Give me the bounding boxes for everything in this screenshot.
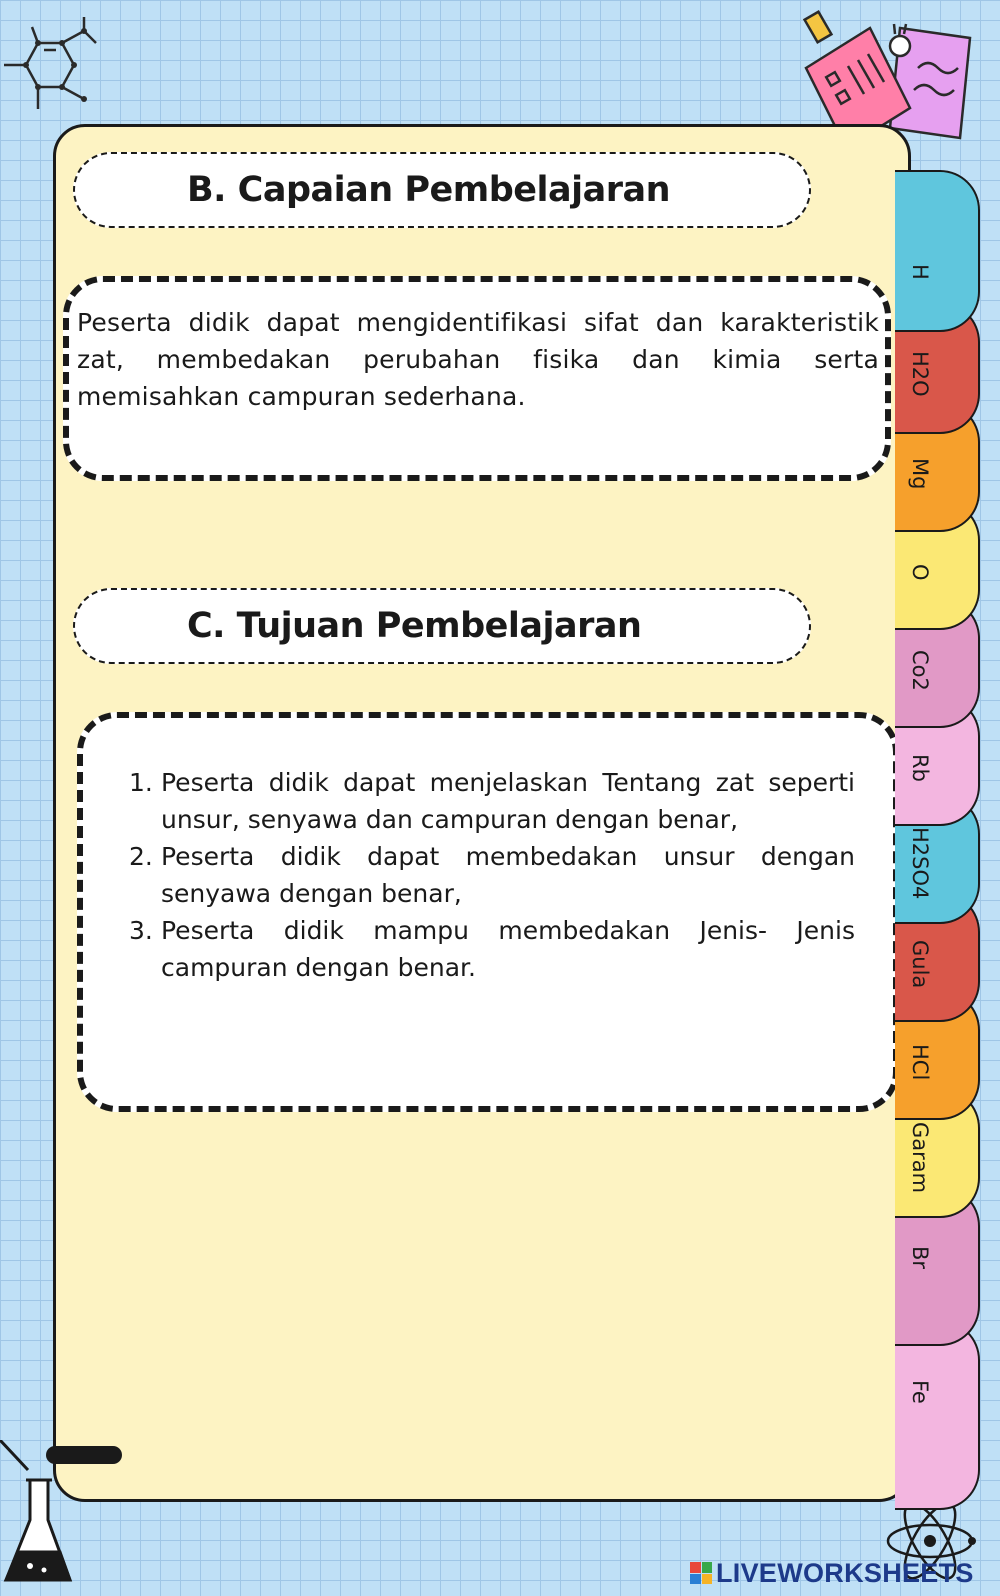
flask-icon [0, 1440, 130, 1596]
tab-fe[interactable] [895, 1320, 980, 1510]
tab-label: H [908, 264, 932, 280]
tab-label: H2SO4 [908, 826, 932, 900]
section-b-text: Peserta didik dapat mengidentifikasi sifat dan karakteristik zat, membedakan perubahan fisika dan kimia serta memisahkan campuran sederhana. [77, 308, 879, 411]
goal-item [129, 764, 855, 838]
goal-number: 3. [129, 916, 153, 945]
goal-text: Peserta didik mampu membedakan Jenis- Jenis campuran dengan benar. [161, 916, 855, 982]
section-b-box [63, 276, 891, 481]
watermark-text: LIVEWORKSHEETS [716, 1557, 974, 1588]
goal-item [129, 912, 855, 986]
tab-label: O [908, 563, 932, 581]
tab-label: Co2 [908, 649, 932, 691]
tab-label: Gula [908, 939, 932, 989]
section-b-heading [73, 152, 811, 228]
section-c-box [77, 712, 899, 1112]
tab-label: Rb [908, 754, 932, 782]
goal-text: Peserta didik dapat membedakan unsur dengan senyawa dengan benar, [161, 842, 855, 908]
goal-text: Peserta didik dapat menjelaskan Tentang zat seperti unsur, senyawa dan campuran dengan benar, [161, 768, 855, 834]
tab-label: Fe [908, 1380, 932, 1404]
section-c-heading [73, 588, 811, 664]
molecule-icon [0, 15, 110, 125]
tab-label: H2O [908, 351, 932, 397]
tab-label: HCl [908, 1043, 932, 1081]
tab-h[interactable] [895, 170, 980, 332]
goal-number: 1. [129, 768, 153, 797]
tab-label: Mg [908, 458, 932, 490]
tab-label: Br [908, 1246, 932, 1270]
goals-list [129, 764, 855, 986]
element-tabs [895, 170, 980, 1510]
goal-number: 2. [129, 842, 153, 871]
section-b-title: B. Capaian Pembelajaran [187, 170, 671, 210]
section-c-title: C. Tujuan Pembelajaran [187, 606, 642, 646]
goal-item [129, 838, 855, 912]
liveworksheets-logo-icon [690, 1562, 712, 1584]
tab-label: Garam [908, 1122, 932, 1194]
liveworksheets-watermark[interactable] [690, 1556, 974, 1590]
